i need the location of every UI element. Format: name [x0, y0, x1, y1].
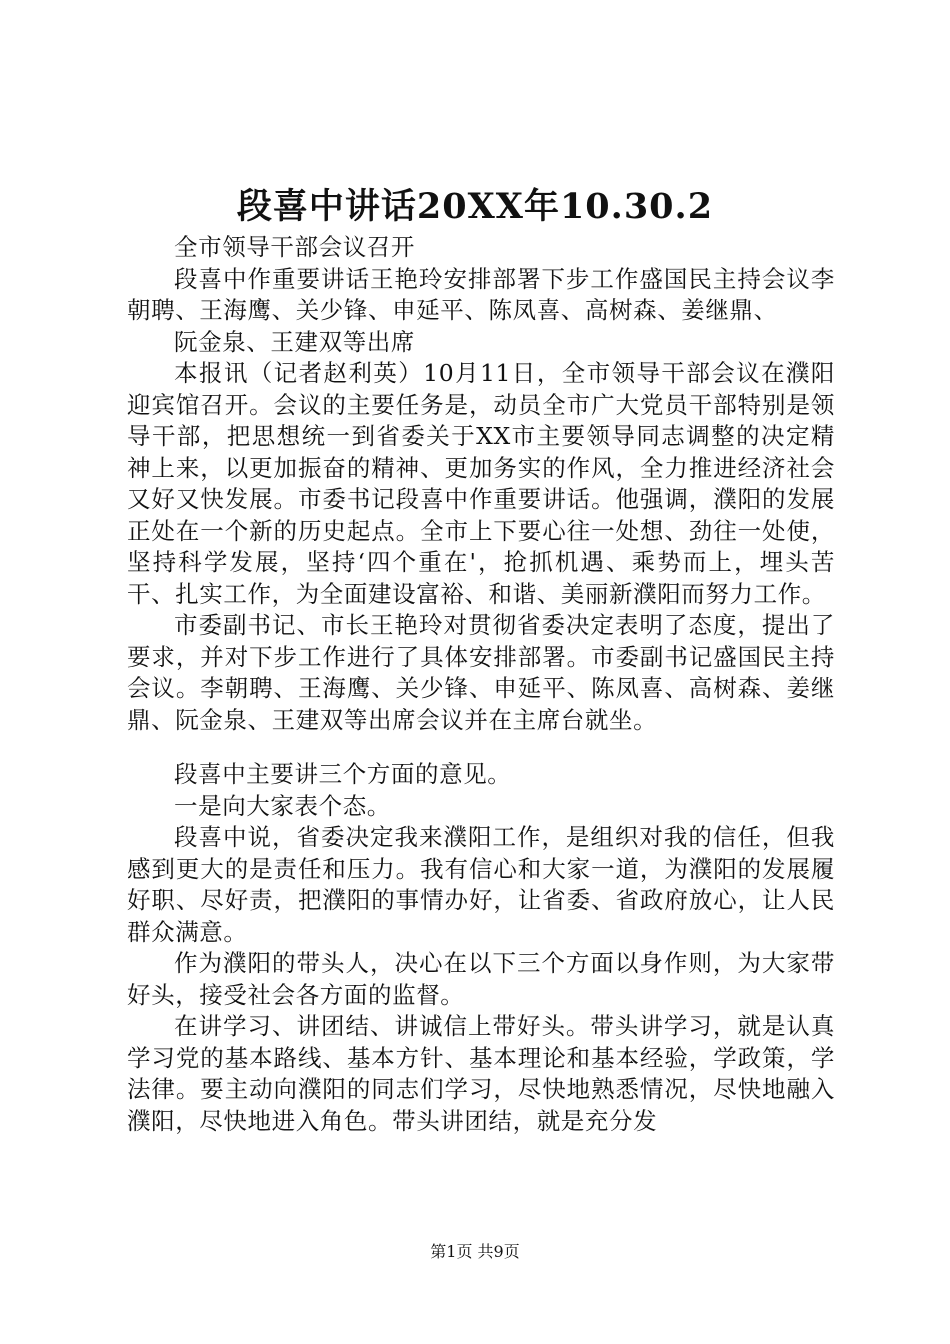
- paragraph-report-intro: 本报讯（记者赵利英）10月11日，全市领导干部会议在濮阳迎宾馆召开。会议的主要任务是，动员全市广大党员干部特别是领导干部，把思想统一到省委关于XX市主要领导同志调整的决定精神上来，以更加振奋的精神、更加务实的作风，全力推进经济社会又好又快发展。市委书记段喜中作重要讲话。他强调，濮阳的发展正处在一个新的历史起点。全市上下要心往一处想、劲往一处使，坚持科学发展，坚持‘四个重在'，抢抓机遇、乘势而上，埋头苦干、扎实工作，为全面建设富裕、和谐、美丽新濮阳而努力工作。: [127, 359, 835, 608]
- paragraph-headline: 全市领导干部会议召开: [174, 233, 415, 261]
- paragraph-three-aspects: 段喜中主要讲三个方面的意见。: [174, 760, 512, 788]
- paragraph-lead-by-example: 作为濮阳的带头人，决心在以下三个方面以身作则，为大家带好头，接受社会各方面的监督。: [127, 949, 835, 1009]
- paragraph-mayor-remarks: 市委副书记、市长王艳玲对贯彻省委决定表明了态度，提出了要求，并对下步工作进行了具体安排部署。市委副书记盛国民主持会议。李朝聘、王海鹰、关少锋、申延平、陈凤喜、高树森、姜继鼎、阮金泉、王建双等出席会议并在主席台就坐。: [127, 611, 835, 734]
- paragraph-first-point: 一是向大家表个态。: [174, 791, 391, 820]
- document-title: 段喜中讲话20XX年10.30.2: [236, 186, 714, 227]
- paragraph-study-unity: 在讲学习、讲团结、讲诚信上带好头。带头讲学习，就是认真学习党的基本路线、基本方针、基本理论和基本经验，学政策，学法律。要主动向濮阳的同志们学习，尽快地熟悉情况，尽快地融入濮阳，尽快地进入角色。带头讲团结，就是充分发: [127, 1012, 835, 1135]
- paragraph-trust-statement: 段喜中说，省委决定我来濮阳工作，是组织对我的信任，但我感到更大的是责任和压力。我有信心和大家一道，为濮阳的发展履好职、尽好责，把濮阳的事情办好，让省委、省政府放心，让人民群众满意。: [127, 823, 835, 946]
- page-number-footer: 第1页 共9页: [430, 1242, 520, 1261]
- paragraph-attendees: 阮金泉、王建双等出席: [174, 327, 415, 356]
- document-body: [127, 232, 835, 1137]
- paragraph-subheadline: 段喜中作重要讲话王艳玲安排部署下步工作盛国民主持会议李朝聘、王海鹰、关少锋、申延平、陈凤喜、高树森、姜继鼎、: [127, 264, 835, 324]
